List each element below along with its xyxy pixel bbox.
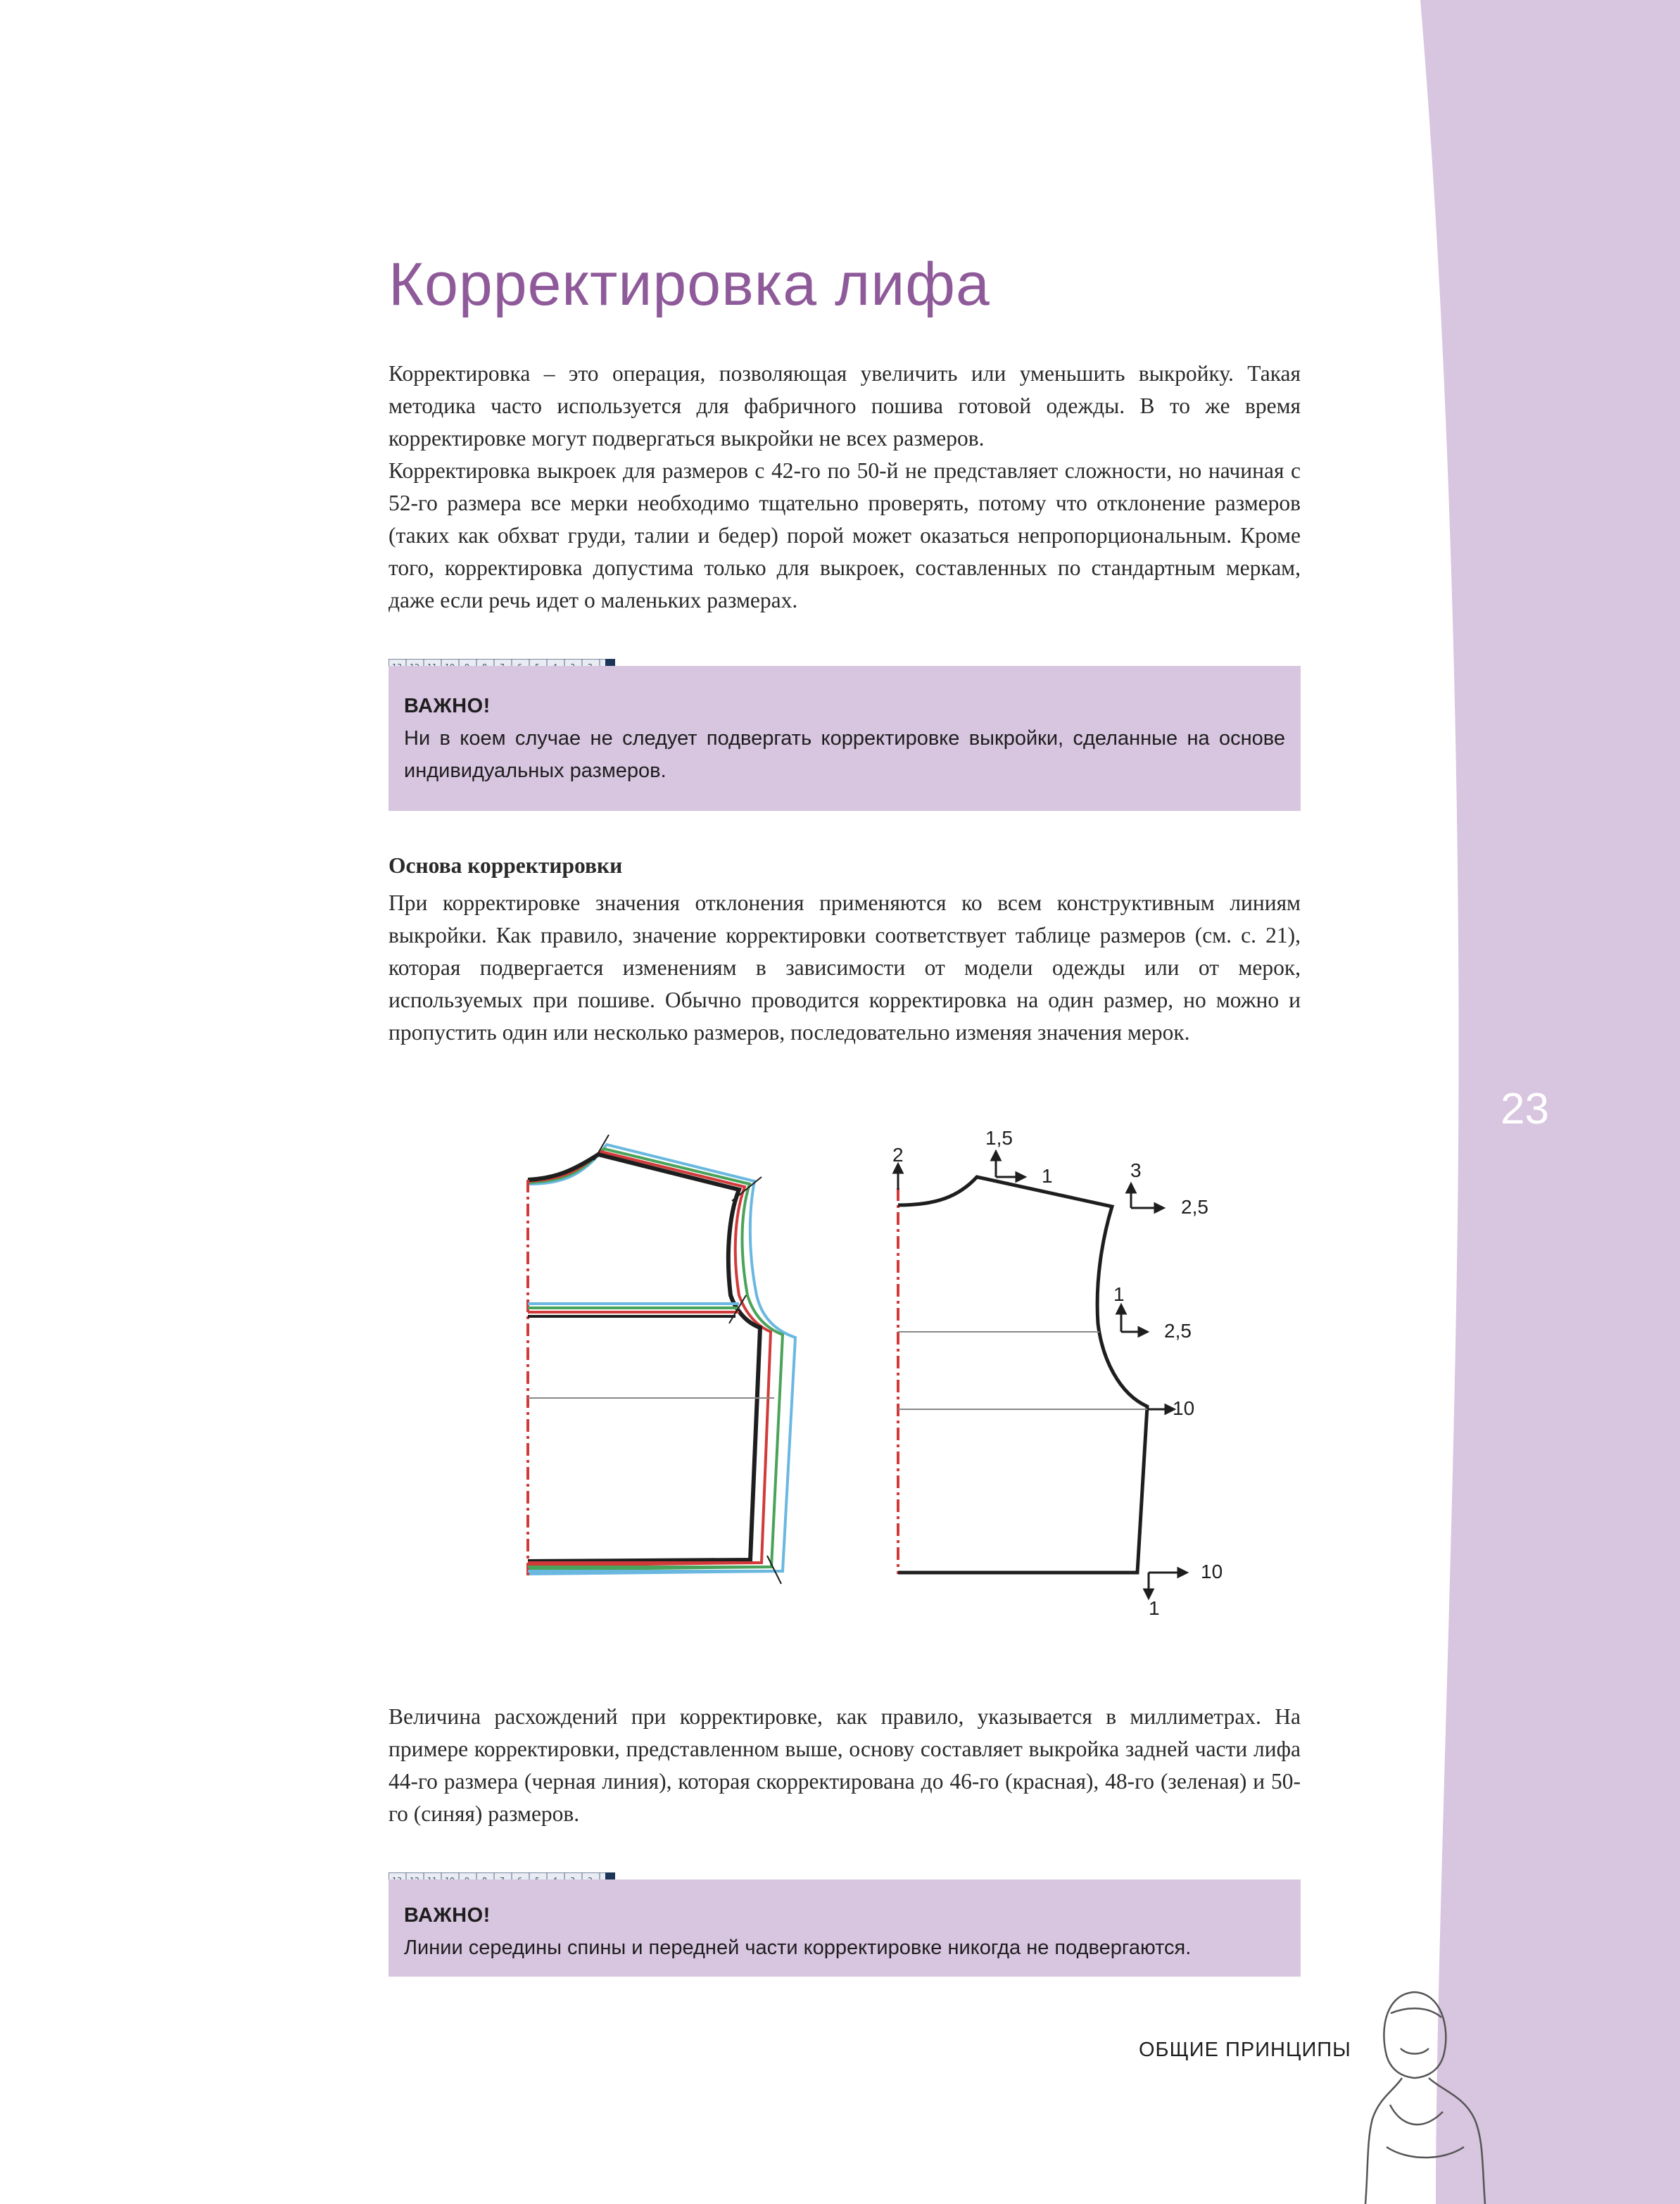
section-heading: Основа корректировки xyxy=(389,853,623,878)
outline-size-44 xyxy=(528,1154,760,1561)
delta-label: 2,5 xyxy=(1164,1320,1192,1342)
important-note-1 xyxy=(389,666,1301,811)
intro-paragraph-2: Корректировка выкроек для размеров с 42-го по 50-й не представляет сложности, но начиная с 52-го размера все мерки необходимо тщательно проверять, потому что отклонение размеров (таких как обхват груди, талии и бедер) порой может оказаться непропорциональным. Кроме того, корректировка допустима только для выкроек, составленных по стандартным меркам, даже если речь идет о маленьких размерах. xyxy=(389,458,1301,612)
page-number: 23 xyxy=(1501,1085,1549,1133)
outline-size-50 xyxy=(528,1145,795,1574)
section-footer-label: ОБЩИЕ ПРИНЦИПЫ xyxy=(1139,2039,1351,2061)
note-text: Линии середины спины и передней части корректировке никогда не подвергаются. xyxy=(404,1937,1192,1959)
woman-illustration xyxy=(1358,1985,1492,2204)
delta-label: 10 xyxy=(1201,1561,1223,1582)
delta-label: 1 xyxy=(1113,1283,1125,1305)
outline-size-48 xyxy=(528,1149,783,1570)
important-note-2 xyxy=(389,1879,1301,1977)
explanation-text: Величина расхождений при корректировке, как правило, указывается в миллиметрах. На примере корректировки, представленном выше, основу составляет выкройка задней части лифа 44-го размера (черная линия), которая скорректирована до 46-го (красная), 48-го (зеленая) и 50-го (синяя) размеров. xyxy=(389,1704,1301,1826)
page-title: Корректировка лифа xyxy=(389,251,990,318)
delta-label: 1 xyxy=(1042,1165,1053,1187)
delta-label: 10 xyxy=(1173,1397,1195,1419)
note-heading: ВАЖНО! xyxy=(404,1904,491,1927)
note-heading: ВАЖНО! xyxy=(404,695,491,717)
base-pattern-figure xyxy=(892,1127,1223,1619)
intro-text xyxy=(389,358,1301,617)
graded-pattern-figure xyxy=(528,1135,795,1584)
section-text: При корректировке значения отклонения применяются ко всем конструктивным линиям выкройки. Как правило, значение корректировки соответствует таблице размеров (см. с. 21), которая подвергается изменениям в зависимости от модели одежды или от мерок, используемых при пошиве. Обычно проводится корректировка на один размер, но можно и пропустить один или несколько размеров, последовательно изменяя значения мерок. xyxy=(389,890,1301,1045)
delta-label: 1 xyxy=(1149,1597,1160,1619)
base-outline xyxy=(898,1177,1147,1573)
delta-label: 3 xyxy=(1130,1159,1142,1181)
delta-label: 1,5 xyxy=(985,1127,1013,1149)
note-text: Ни в коем случае не следует подвергать корректировке выкройки, сделанные на основе индивидуальных размеров. xyxy=(404,727,1285,782)
delta-label: 2,5 xyxy=(1181,1196,1208,1218)
delta-label: 2 xyxy=(892,1144,904,1166)
intro-paragraph-1: Корректировка – это операция, позволяющая увеличить или уменьшить выкройку. Такая методика часто используется для фабричного пошива готовой одежды. В то же время корректировке могут подвергаться выкройки не всех размеров. xyxy=(389,361,1301,451)
bodice-grading-diagram xyxy=(507,1119,1281,1626)
